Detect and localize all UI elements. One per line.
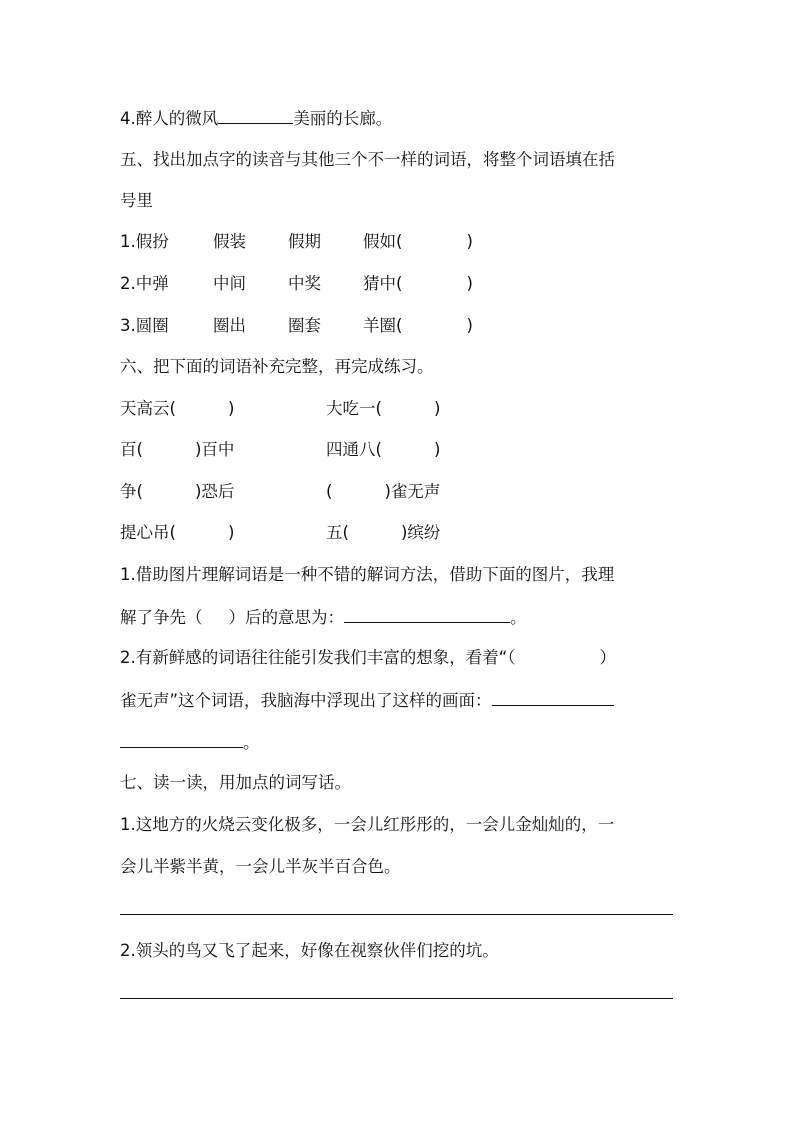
section-6-heading: 六、把下面的词语补充完整，再完成练习。: [120, 357, 434, 376]
q1-text-b: ）后的意思为：: [228, 608, 344, 627]
q1-answer-blank[interactable]: [344, 606, 510, 623]
option-c: 圈套: [288, 316, 321, 335]
idiom-row-4: [120, 522, 440, 544]
section-5-heading: 五、找出加点字的读音与其他三个不一样的词语，将整个词语填在括: [120, 150, 615, 169]
item-4-text-after: 美丽的长廊。: [293, 109, 393, 128]
option-b: 圈出: [213, 316, 246, 335]
section-6-q1-line-1: 1.借助图片理解词语是一种不错的解词方法，借助下面的图片，我理: [120, 565, 615, 584]
section-6-q1-line-2: [120, 606, 527, 629]
paren-close: ): [466, 274, 473, 293]
q2-answer-blank-cont[interactable]: [120, 731, 243, 748]
section-7-q2: 2.领头的鸟又飞了起来，好像在视察伙伴们挖的坑。: [120, 941, 499, 960]
option-b: 假装: [213, 232, 246, 251]
section-6-q2-line-2: [120, 689, 614, 712]
section-7-q2-answer-line[interactable]: [120, 998, 673, 999]
section-7-q1-line-1: 1.这地方的火烧云变化极多，一会儿红彤彤的，一会儿金灿灿的，一: [120, 815, 615, 834]
idiom-left-end: )百中: [194, 440, 235, 459]
idiom-left-end: )恐后: [194, 482, 235, 501]
option-b: 中间: [213, 274, 246, 293]
option-a: 1.假扮: [120, 232, 169, 251]
idiom-right: 五(: [326, 523, 349, 542]
option-c: 中奖: [288, 274, 321, 293]
option-d: 假如(: [363, 232, 403, 251]
idiom-right-end: ): [433, 440, 441, 459]
option-a: 2.中弹: [120, 274, 169, 293]
idiom-left-end: ): [227, 523, 235, 542]
item-4-text-before: 4.醉人的微风: [120, 109, 219, 128]
item-4-blank[interactable]: [218, 107, 293, 124]
q2-answer-blank[interactable]: [492, 689, 614, 706]
paren-close: ): [466, 316, 473, 335]
idiom-left: 天高云(: [120, 399, 176, 418]
section-7-q1-line-2: 会儿半紫半黄，一会儿半灰半百合色。: [120, 857, 401, 876]
paren-close: ): [466, 232, 473, 251]
option-d: 羊圈(: [363, 316, 403, 335]
idiom-row-1: [120, 398, 440, 420]
q1-text-a: 解了争先（: [120, 608, 203, 627]
idiom-right: 四通八(: [326, 440, 382, 459]
option-d: 猜中(: [363, 274, 403, 293]
option-a: 3.圆圈: [120, 316, 169, 335]
item-4: [120, 107, 392, 130]
q2-paren-close: ）: [599, 648, 617, 667]
section-6-q2-line-1: [120, 647, 616, 669]
option-c: 假期: [288, 232, 321, 251]
section-7-q1-answer-line[interactable]: [120, 914, 673, 915]
q2-text: 2.有新鲜感的词语往往能引发我们丰富的想象，看着“（: [120, 648, 516, 667]
idiom-left: 争(: [120, 482, 143, 501]
q1-period: 。: [510, 608, 527, 627]
idiom-left: 百(: [120, 440, 143, 459]
section-5-row-1: [120, 231, 473, 253]
idiom-right-end: ): [433, 399, 441, 418]
idiom-row-3: [120, 481, 440, 503]
section-5-heading-cont: 号里: [120, 191, 153, 210]
section-6-q2-line-3: [120, 731, 260, 754]
idiom-right-end: )雀无声: [384, 482, 441, 501]
q2-text-cont: 雀无声”这个词语，我脑海中浮现出了这样的画面：: [120, 691, 492, 710]
idiom-right: (: [326, 482, 333, 501]
idiom-left: 提心吊(: [120, 523, 176, 542]
section-5-row-3: [120, 315, 473, 337]
idiom-row-2: [120, 439, 440, 461]
q2-period: 。: [243, 733, 260, 752]
section-5-row-2: [120, 273, 473, 295]
idiom-right-end: )缤纷: [400, 523, 441, 542]
idiom-right: 大吃一(: [326, 399, 382, 418]
idiom-left-end: ): [227, 399, 235, 418]
section-7-heading: 七、读一读，用加点的词写话。: [120, 773, 351, 792]
